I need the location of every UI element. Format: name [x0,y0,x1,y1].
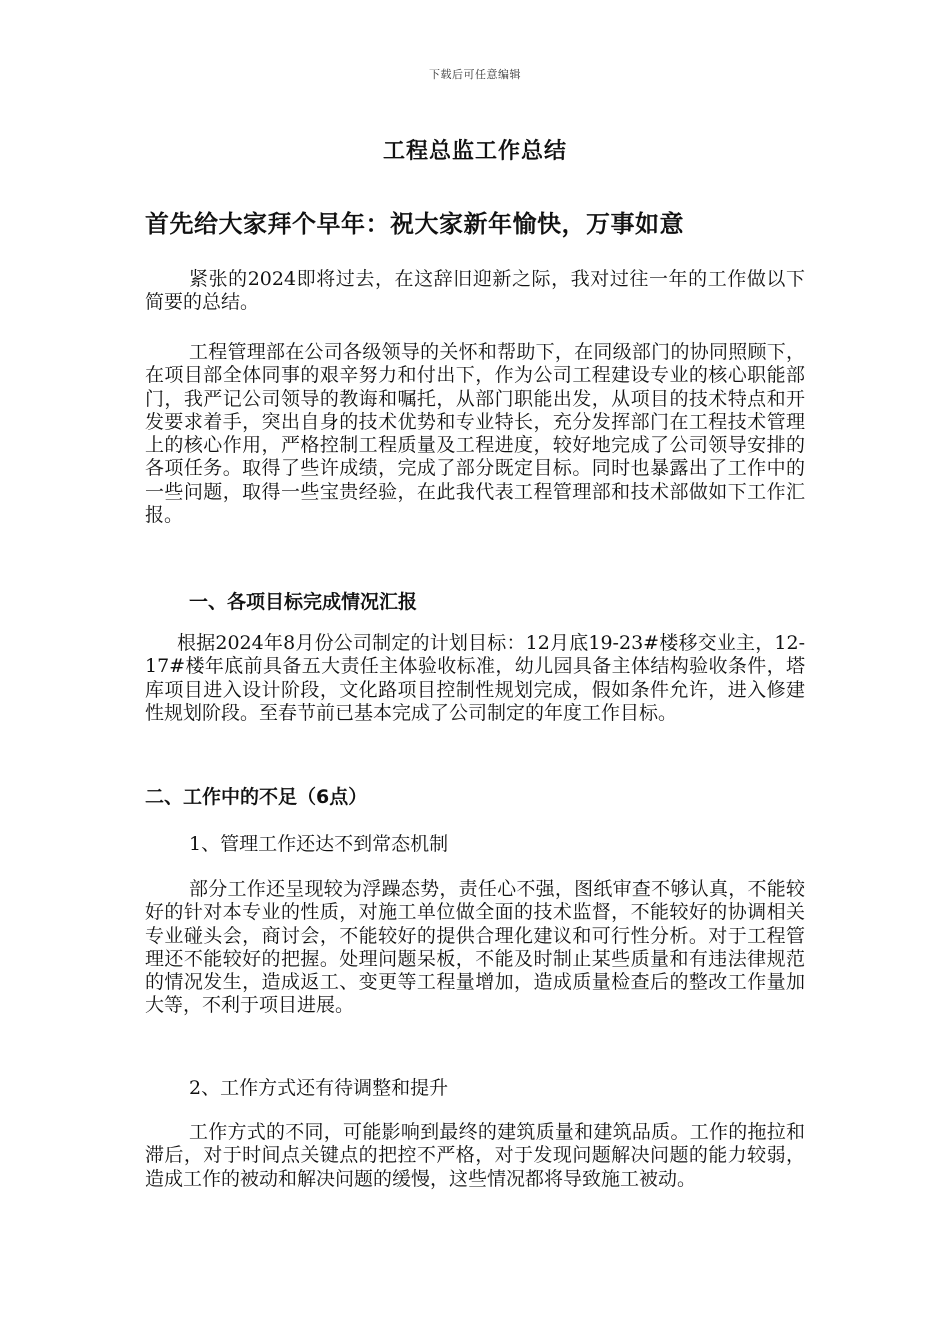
point1-paragraph: 部分工作还呈现较为浮躁态势，责任心不强，图纸审查不够认真，不能较好的针对本专业的性质，对施工单位做全面的技术监督，不能较好的协调相关专业碰头会，商讨会，不能较好的提供合理化建议和可行性分析。对于工程管理还不能较好的把握。处理问题呆板，不能及时制止某些质量和有违法律规范的情况发生，造成返工、变更等工程量增加，造成质量检查后的整改工作量加大等，不利于项目进展。 [145,878,805,1017]
overview-paragraph: 工程管理部在公司各级领导的关怀和帮助下，在同级部门的协同照顾下，在项目部全体同事的艰辛努力和付出下，作为公司工程建设专业的核心职能部门，我严记公司领导的教诲和嘱托，从部门职能出发，从项目的技术特点和开发要求着手，突出自身的技术优势和专业特长，充分发挥部门在工程技术管理上的核心作用，严格控制工程质量及工程进度，较好地完成了公司领导安排的各项任务。取得了些许成绩，完成了部分既定目标。同时也暴露出了工作中的一些问题，取得一些宝贵经验，在此我代表工程管理部和技术部做如下工作汇报。 [145,341,805,527]
section1-heading: 一、各项目标完成情况汇报 [189,591,418,613]
section2-heading: 二、工作中的不足（6点） [145,786,368,808]
greeting-heading: 首先给大家拜个早年：祝大家新年愉快，万事如意 [145,210,684,238]
point2-heading: 2、工作方式还有待调整和提升 [189,1077,449,1099]
intro-paragraph: 紧张的2024即将过去，在这辞旧迎新之际，我对过往一年的工作做以下简要的总结。 [145,268,805,314]
point2-paragraph: 工作方式的不同，可能影响到最终的建筑质量和建筑品质。工作的拖拉和滞后，对于时间点关键点的把控不严格，对于发现问题解决问题的能力较弱，造成工作的被动和解决问题的缓慢，这些情况都将导致施工被动。 [145,1121,805,1190]
document-title: 工程总监工作总结 [382,139,567,164]
goals-paragraph: 根据2024年8月份公司制定的计划目标：12月底19-23#楼移交业主，12-17#楼年底前具备五大责任主体验收标准，幼儿园具备主体结构验收条件，塔库项目进入设计阶段，文化路项目控制性规划完成，假如条件允许，进入修建性规划阶段。至春节前已基本完成了公司制定的年度工作目标。 [145,632,805,724]
point1-heading: 1、管理工作还达不到常态机制 [189,833,449,855]
header-note: 下载后可任意编辑 [429,68,521,81]
